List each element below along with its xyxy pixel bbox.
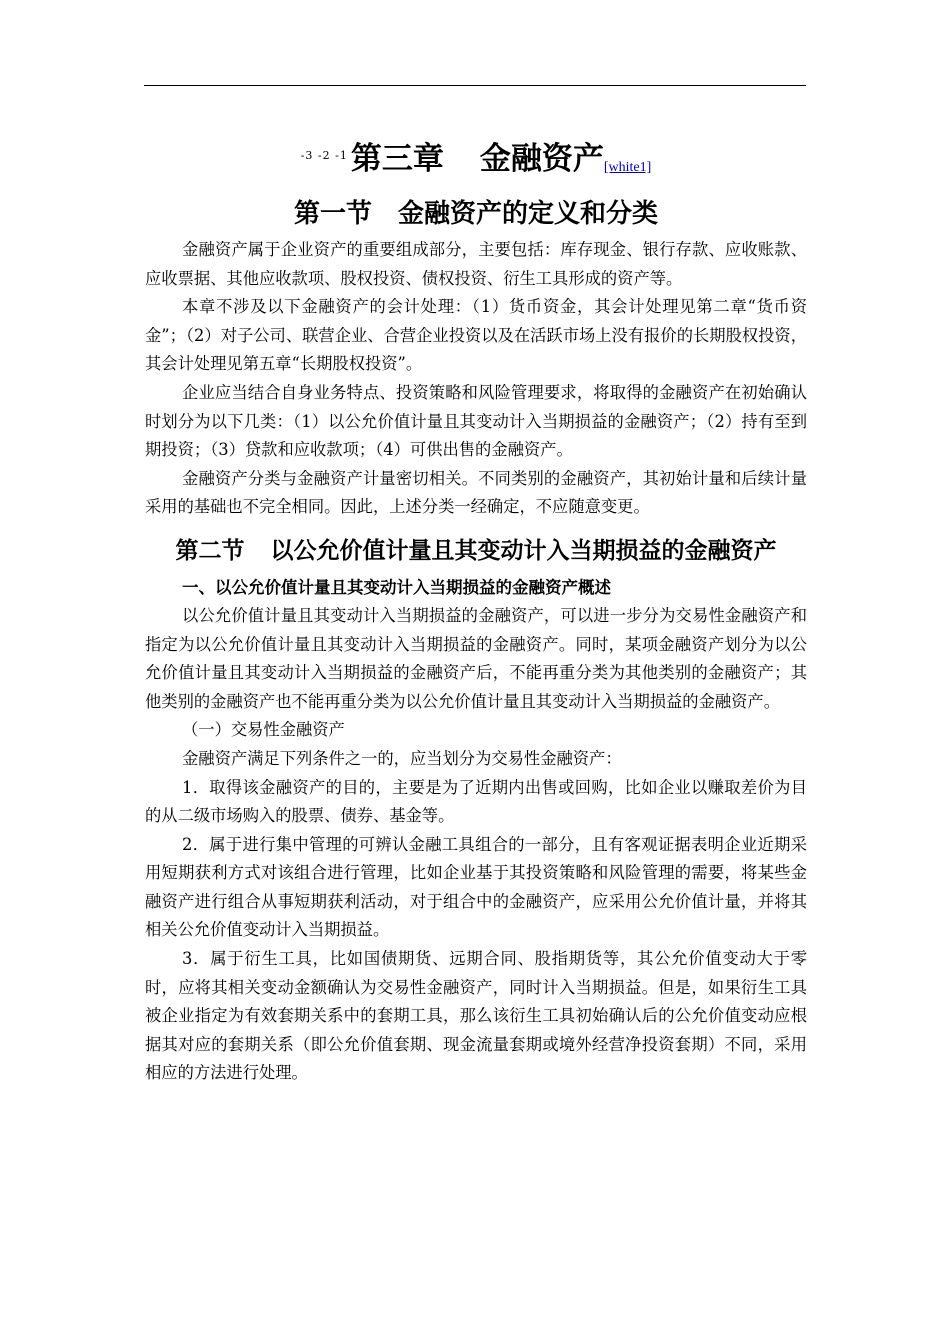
document-body xyxy=(145,130,807,1088)
section1-body xyxy=(145,236,807,522)
chapter-number: 第三章 xyxy=(350,141,444,177)
section2-body xyxy=(145,602,807,1088)
paragraph: 1．取得该金融资产的目的，主要是为了近期内出售或回购，比如企业以赚取差价为目的从二级市场购入的股票、债券、基金等。 xyxy=(145,777,807,826)
paragraph: 金融资产分类与金融资产计量密切相关。不同类别的金融资产，其初始计量和后续计量采用的基础也不完全相同。因此，上述分类一经确定，不应随意变更。 xyxy=(145,468,807,517)
paragraph: （一）交易性金融资产 xyxy=(182,720,345,740)
chapter-title xyxy=(145,130,807,194)
paragraph: 2．属于进行集中管理的可辨认金融工具组合的一部分，且有客观证据表明企业近期采用短期获利方式对该组合进行管理，比如企业基于其投资策略和风险管理的需要，将某些金融资产进行组合从事短期获利活动，对于组合中的金融资产，应采用公允价值计量，并将其相关公允价值变动计入当期损益。 xyxy=(145,834,807,940)
section1-name: 金融资产的定义和分类 xyxy=(398,199,659,229)
paragraph: 金融资产满足下列条件之一的，应当划分为交易性金融资产： xyxy=(182,748,622,768)
section1-number: 第一节 xyxy=(293,199,372,229)
section2-number: 第二节 xyxy=(175,537,245,564)
paragraph: 金融资产属于企业资产的重要组成部分，主要包括：库存现金、银行存款、应收账款、应收票据、其他应收款项、股权投资、债权投资、衍生工具形成的资产等。 xyxy=(145,240,807,288)
chapter-name: 金融资产 xyxy=(479,141,604,177)
paragraph: 本章不涉及以下金融资产的会计处理：（1）货币资金，其会计处理见第二章“货币资金”；（2）对子公司、联营企业、合营企业投资以及在活跃市场上没有报价的长期股权投资，其会计处理见第五章“长期股权投资”。 xyxy=(145,297,807,374)
subheading: 一、以公允价值计量且其变动计入当期损益的金融资产概述 xyxy=(182,577,611,597)
comment-link[interactable]: [white1] xyxy=(603,160,652,175)
section2-title xyxy=(145,530,807,572)
header-rule xyxy=(144,85,806,86)
paragraph: 以公允价值计量且其变动计入当期损益的金融资产，可以进一步分为交易性金融资产和指定为以公允价值计量且其变动计入当期损益的金融资产。同时，某项金融资产划分为以公允价值计量且其变动计入当期损益的金融资产后，不能再重分类为其他类别的金融资产；其他类别的金融资产也不能再重分类为以公允价值计量且其变动计入当期损益的金融资产。 xyxy=(145,605,807,711)
chapter-prefix: -3 -2 -1 xyxy=(300,149,348,162)
section1-title xyxy=(145,194,807,234)
paragraph: 3．属于衍生工具，比如国债期货、远期合同、股指期货等，其公允价值变动大于零时，应将其相关变动金额确认为交易性金融资产，同时计入当期损益。但是，如果衍生工具被企业指定为有效套期关系中的套期工具，那么该衍生工具初始确认后的公允价值变动应根据其对应的套期关系（即公允价值套期、现金流量套期或境外经营净投资套期）不同，采用相应的方法进行处理。 xyxy=(145,949,807,1083)
section2-name: 以公允价值计量且其变动计入当期损益的金融资产 xyxy=(270,537,777,564)
paragraph: 企业应当结合自身业务特点、投资策略和风险管理要求，将取得的金融资产在初始确认时划分为以下几类：（1）以公允价值计量且其变动计入当期损益的金融资产；（2）持有至到期投资；（3）贷款和应收款项；（4）可供出售的金融资产。 xyxy=(145,382,807,460)
